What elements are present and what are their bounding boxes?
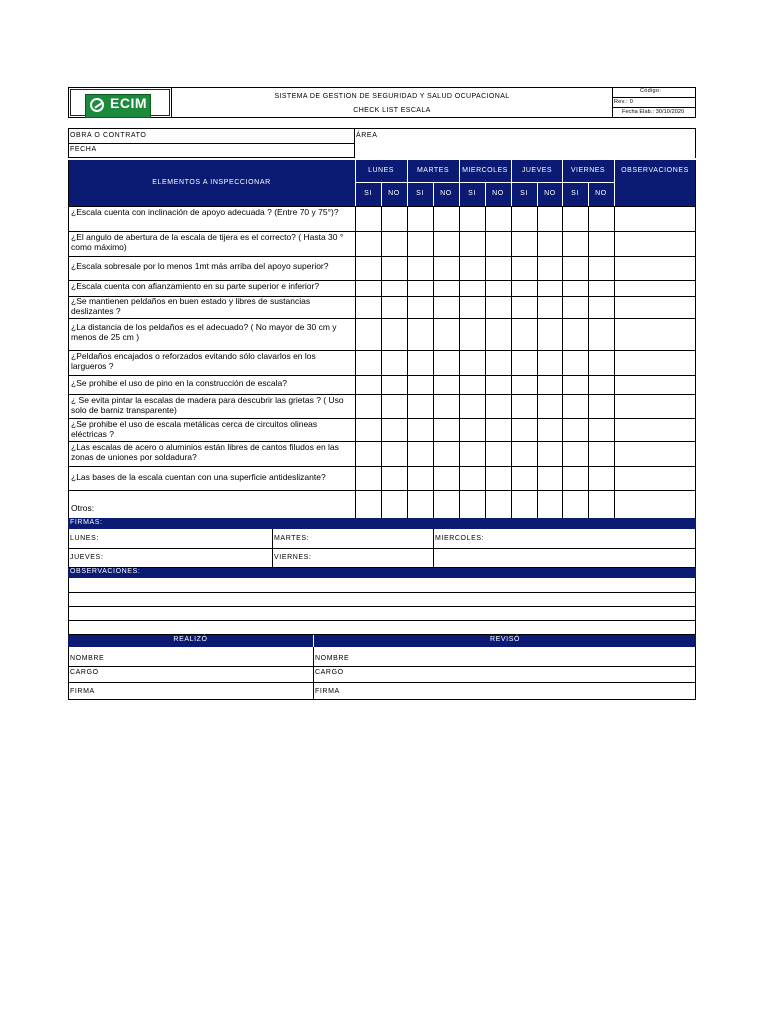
no-cell[interactable] [589, 419, 614, 441]
si-cell[interactable] [512, 232, 537, 256]
si-cell[interactable] [460, 232, 485, 256]
no-cell[interactable] [589, 232, 614, 256]
no-cell[interactable] [382, 395, 407, 418]
no-cell[interactable] [486, 395, 511, 418]
si-cell[interactable] [563, 297, 588, 318]
no-cell[interactable] [486, 351, 511, 375]
area-label: ÁREA [356, 132, 378, 139]
si-cell[interactable] [512, 319, 537, 350]
si-cell[interactable] [563, 319, 588, 350]
si-cell[interactable] [408, 376, 433, 394]
observaciones-column-header: OBSERVACIONES [621, 167, 689, 174]
firma-jueves-label: JUEVES: [70, 554, 104, 561]
firma-lunes-label: LUNES: [70, 535, 99, 542]
firmas-header: FIRMAS: [70, 519, 103, 526]
observation-cell[interactable] [615, 257, 695, 280]
si-cell[interactable] [563, 281, 588, 296]
no-cell[interactable] [538, 281, 562, 296]
no-cell[interactable] [434, 376, 459, 394]
si-cell[interactable] [408, 351, 433, 375]
si-cell[interactable] [563, 351, 588, 375]
si-cell[interactable] [563, 419, 588, 441]
no-cell[interactable] [486, 232, 511, 256]
si-header: SI [416, 190, 424, 197]
si-cell[interactable] [460, 297, 485, 318]
si-cell[interactable] [408, 257, 433, 280]
no-cell[interactable] [486, 207, 511, 231]
no-cell[interactable] [434, 395, 459, 418]
no-cell[interactable] [538, 297, 562, 318]
observation-cell[interactable] [615, 207, 695, 231]
si-cell[interactable] [408, 297, 433, 318]
si-cell[interactable] [356, 395, 381, 418]
si-cell[interactable] [356, 232, 381, 256]
document-subtitle: CHECK LIST ESCALA [353, 107, 431, 114]
observation-cell[interactable] [615, 376, 695, 394]
si-cell[interactable] [563, 467, 588, 490]
no-cell[interactable] [382, 207, 407, 231]
si-cell[interactable] [356, 351, 381, 375]
no-cell[interactable] [589, 376, 614, 394]
no-cell[interactable] [382, 281, 407, 296]
observation-cell[interactable] [615, 281, 695, 296]
firma-viernes-label: VIERNES: [274, 554, 312, 561]
si-cell[interactable] [356, 281, 381, 296]
si-header: SI [520, 190, 528, 197]
si-cell[interactable] [356, 376, 381, 394]
si-cell[interactable] [408, 207, 433, 231]
question-text: ¿Las bases de la escala cuentan con una superficie antideslizante? [71, 473, 326, 482]
elements-header: ELEMENTOS A INSPECCIONAR [152, 179, 271, 186]
observation-cell[interactable] [615, 395, 695, 418]
document-title: SISTEMA DE GESTION DE SEGURIDAD Y SALUD OCUPACIONAL [274, 93, 510, 100]
si-cell[interactable] [563, 257, 588, 280]
firma-martes-label: MARTES: [274, 535, 310, 542]
no-cell[interactable] [538, 395, 562, 418]
no-cell[interactable] [434, 297, 459, 318]
question-text: ¿El angulo de abertura de la escala de tijera es el correcto? ( Hasta 30 ° como máximo) [71, 233, 344, 252]
si-cell[interactable] [408, 281, 433, 296]
no-cell[interactable] [538, 376, 562, 394]
day-header-lunes: LUNES [368, 167, 394, 174]
observation-cell[interactable] [615, 419, 695, 441]
table-right-border [695, 160, 696, 518]
no-cell[interactable] [382, 351, 407, 375]
observaciones-header-bar [68, 568, 696, 578]
reviso-nombre-label: NOMBRE [315, 655, 350, 662]
no-cell[interactable] [486, 419, 511, 441]
observation-cell[interactable] [615, 232, 695, 256]
si-cell[interactable] [356, 257, 381, 280]
obra-contrato-label: OBRA O CONTRATO [70, 132, 147, 139]
si-cell[interactable] [460, 319, 485, 350]
otros-label: Otros: [71, 504, 95, 513]
si-cell[interactable] [460, 442, 485, 466]
no-cell[interactable] [589, 319, 614, 350]
question-text: ¿Se prohibe el uso de escala metálicas cerca de circuitos olineas eléctricas ? [71, 420, 318, 439]
si-header: SI [364, 190, 372, 197]
si-cell[interactable] [408, 395, 433, 418]
realizo-nombre-label: NOMBRE [70, 655, 105, 662]
si-cell[interactable] [460, 281, 485, 296]
si-header: SI [571, 190, 579, 197]
si-cell[interactable] [512, 257, 537, 280]
no-cell[interactable] [382, 467, 407, 490]
observaciones-header: OBSERVACIONES: [70, 568, 141, 575]
no-header: NO [440, 190, 452, 197]
si-cell[interactable] [460, 395, 485, 418]
no-cell[interactable] [589, 351, 614, 375]
si-cell[interactable] [512, 351, 537, 375]
si-cell[interactable] [563, 395, 588, 418]
si-cell[interactable] [563, 442, 588, 466]
no-cell[interactable] [538, 232, 562, 256]
reviso-header: REVISÓ [489, 636, 521, 643]
no-cell[interactable] [538, 207, 562, 231]
no-cell[interactable] [589, 442, 614, 466]
no-cell[interactable] [538, 319, 562, 350]
no-cell[interactable] [434, 442, 459, 466]
observation-cell[interactable] [615, 442, 695, 466]
no-cell[interactable] [486, 442, 511, 466]
si-cell[interactable] [512, 297, 537, 318]
no-cell[interactable] [486, 257, 511, 280]
no-header: NO [492, 190, 504, 197]
si-cell[interactable] [512, 207, 537, 231]
question-text: ¿Peldaños encajados o reforzados evitando sólo clavarlos en los largueros ? [71, 352, 316, 371]
firma-miercoles-label: MIERCOLES: [435, 535, 485, 542]
question-text: ¿Escala cuenta con inclinación de apoyo adecuada ? (Entre 70 y 75°)? [71, 208, 339, 217]
no-cell[interactable] [589, 257, 614, 280]
no-cell[interactable] [382, 376, 407, 394]
si-cell[interactable] [460, 467, 485, 490]
no-cell[interactable] [434, 281, 459, 296]
no-cell[interactable] [434, 419, 459, 441]
no-cell[interactable] [538, 257, 562, 280]
fecha-elaboracion-label: Fecha Elab.: 30/10/2020 [622, 109, 685, 115]
si-cell[interactable] [460, 207, 485, 231]
firmas-header-bar [68, 518, 696, 529]
si-cell[interactable] [356, 419, 381, 441]
reviso-firma-label: FIRMA [315, 688, 340, 695]
observation-cell[interactable] [615, 297, 695, 318]
si-cell[interactable] [408, 319, 433, 350]
question-text: ¿Escala cuenta con afianzamiento en su parte superior e inferior? [71, 282, 320, 291]
day-header-martes: MARTES [416, 167, 450, 174]
no-header: NO [544, 190, 556, 197]
revision-label: Rev.: 0 [614, 99, 634, 105]
reviso-cargo-label: CARGO [315, 669, 344, 676]
logo-badge [85, 94, 151, 118]
no-cell[interactable] [486, 319, 511, 350]
si-cell[interactable] [512, 376, 537, 394]
no-header: NO [388, 190, 400, 197]
si-cell[interactable] [563, 207, 588, 231]
no-cell[interactable] [589, 281, 614, 296]
no-header: NO [595, 190, 607, 197]
si-cell[interactable] [408, 232, 433, 256]
day-header-viernes: VIERNES [570, 167, 606, 174]
si-cell[interactable] [408, 442, 433, 466]
no-cell[interactable] [434, 257, 459, 280]
no-cell[interactable] [589, 297, 614, 318]
realizo-header: REALIZÓ [173, 636, 208, 643]
no-cell[interactable] [382, 232, 407, 256]
observation-cell[interactable] [615, 467, 695, 490]
no-cell[interactable] [589, 467, 614, 490]
fecha-label: FECHA [70, 146, 97, 153]
no-cell[interactable] [382, 257, 407, 280]
si-cell[interactable] [563, 376, 588, 394]
no-cell[interactable] [486, 467, 511, 490]
no-cell[interactable] [434, 351, 459, 375]
question-text: ¿Se mantienen peldaños en buen estado y libres de sustancias deslizantes ? [71, 297, 311, 316]
question-text: ¿Escala sobresale por lo menos 1mt más arriba del apoyo superior? [71, 262, 329, 271]
question-text: ¿ Se evita pintar la escalas de madera para descubrir las grietas ? ( Uso solo de barniz transparente) [71, 396, 344, 415]
question-text: ¿Se prohibe el uso de pino en la construcción de escala? [71, 379, 287, 388]
no-cell[interactable] [538, 442, 562, 466]
no-cell[interactable] [486, 297, 511, 318]
si-cell[interactable] [460, 351, 485, 375]
no-cell[interactable] [486, 376, 511, 394]
si-cell[interactable] [512, 442, 537, 466]
no-cell[interactable] [434, 319, 459, 350]
row-divider [68, 490, 696, 491]
no-cell[interactable] [382, 319, 407, 350]
no-cell[interactable] [589, 207, 614, 231]
observation-cell[interactable] [615, 351, 695, 375]
no-cell[interactable] [589, 395, 614, 418]
si-cell[interactable] [512, 281, 537, 296]
realizo-firma-label: FIRMA [70, 688, 95, 695]
company-logo [70, 89, 170, 116]
no-cell[interactable] [538, 351, 562, 375]
logo-icon [90, 98, 104, 112]
si-cell[interactable] [512, 467, 537, 490]
codigo-label: Código: [640, 88, 662, 94]
si-cell[interactable] [356, 442, 381, 466]
no-cell[interactable] [538, 467, 562, 490]
day-header-jueves: JUEVES [521, 167, 553, 174]
si-cell[interactable] [460, 376, 485, 394]
logo-text: ECIM [110, 95, 147, 111]
si-cell[interactable] [356, 297, 381, 318]
si-cell[interactable] [408, 419, 433, 441]
si-cell[interactable] [356, 207, 381, 231]
no-cell[interactable] [382, 419, 407, 441]
no-cell[interactable] [434, 232, 459, 256]
si-cell[interactable] [460, 419, 485, 441]
si-cell[interactable] [408, 467, 433, 490]
si-cell[interactable] [563, 232, 588, 256]
question-text: ¿Las escalas de acero o aluminios están libres de cantos filudos en las zonas de uniones por soldadura? [71, 443, 339, 462]
question-text: ¿La distancia de los peldaños es el adecuado? ( No mayor de 30 cm y menos de 25 cm ) [71, 323, 337, 342]
no-cell[interactable] [382, 297, 407, 318]
si-cell[interactable] [512, 419, 537, 441]
no-cell[interactable] [382, 442, 407, 466]
si-header: SI [468, 190, 476, 197]
no-cell[interactable] [434, 207, 459, 231]
si-cell[interactable] [356, 467, 381, 490]
si-cell[interactable] [512, 395, 537, 418]
realizo-cargo-label: CARGO [70, 669, 99, 676]
no-cell[interactable] [538, 419, 562, 441]
grid-line [355, 182, 614, 183]
si-cell[interactable] [356, 319, 381, 350]
observation-cell[interactable] [615, 319, 695, 350]
si-cell[interactable] [460, 257, 485, 280]
day-header-miercoles: MIERCOLES [462, 167, 508, 174]
no-cell[interactable] [486, 281, 511, 296]
no-cell[interactable] [434, 467, 459, 490]
